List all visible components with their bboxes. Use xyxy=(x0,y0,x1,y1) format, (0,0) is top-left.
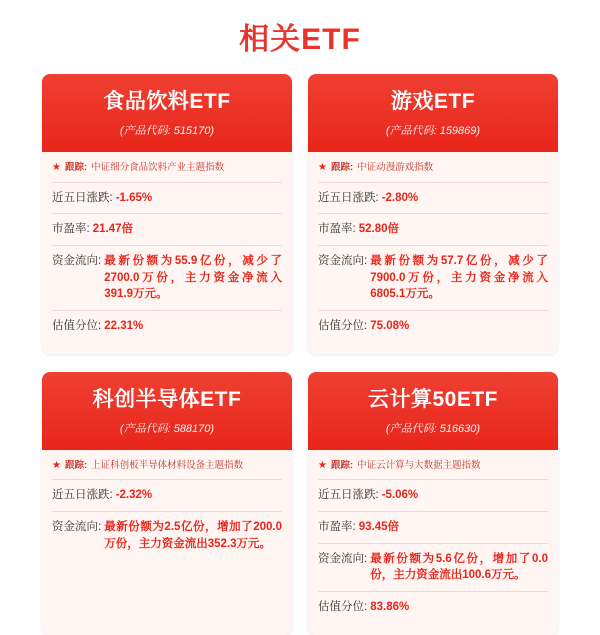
etf-card-body xyxy=(308,152,558,354)
pe-ratio-label: 市盈率: xyxy=(318,520,356,533)
etf-card-header xyxy=(308,372,558,450)
etf-track-row xyxy=(52,460,282,481)
pe-ratio-value: 21.47倍 xyxy=(92,223,133,236)
five-day-change-row xyxy=(318,480,548,512)
track-label: 跟踪: xyxy=(64,162,88,174)
star-icon: ★ xyxy=(52,162,61,174)
valuation-percentile-value: 22.31% xyxy=(104,320,144,332)
fund-flow-value: 最新份额为2.5亿份，增加了200.0万份，主力资金流出352.3万元。 xyxy=(104,520,282,550)
etf-name: 云计算50ETF xyxy=(367,387,499,411)
five-day-change-row xyxy=(318,183,548,215)
etf-track-row xyxy=(52,162,282,183)
fund-flow-value: 最新份额为5.6亿份，增加了0.0份，主力资金流出100.6万元。 xyxy=(370,552,548,582)
star-icon: ★ xyxy=(52,459,61,471)
track-value: 上证科创板半导体材料设备主题指数 xyxy=(91,459,244,471)
valuation-percentile-row xyxy=(318,311,548,342)
fund-flow-value: 最新份额为57.7亿份，减少了7900.0万份，主力资金净流入6805.1万元。 xyxy=(370,254,548,301)
pe-ratio-row xyxy=(318,512,548,544)
track-label: 跟踪: xyxy=(330,459,354,471)
five-day-change-label: 近五日涨跌: xyxy=(52,489,113,502)
pe-ratio-label: 市盈率: xyxy=(52,223,90,236)
valuation-percentile-row xyxy=(52,311,282,342)
etf-name: 游戏ETF xyxy=(390,90,476,113)
valuation-percentile-label: 估值分位: xyxy=(318,320,368,332)
valuation-percentile-row xyxy=(318,592,548,623)
etf-card[interactable] xyxy=(308,74,558,354)
fund-flow-row xyxy=(318,544,548,592)
page-title: 相关ETF xyxy=(239,23,361,56)
track-label: 跟踪: xyxy=(64,459,88,471)
star-icon: ★ xyxy=(318,162,327,174)
fund-flow-row xyxy=(318,246,548,311)
etf-card-body xyxy=(42,450,292,635)
etf-card-body xyxy=(42,152,292,354)
fund-flow-label: 资金流向: xyxy=(52,254,102,267)
valuation-percentile-value: 83.86% xyxy=(370,601,410,613)
etf-track-row xyxy=(318,460,548,481)
etf-name: 食品饮料ETF xyxy=(103,90,231,113)
five-day-change-value: -1.65% xyxy=(115,191,153,204)
fund-flow-label: 资金流向: xyxy=(318,254,368,267)
etf-card-header xyxy=(42,372,292,450)
etf-card-grid xyxy=(0,74,600,635)
track-value: 中证云计算与大数据主题指数 xyxy=(357,459,481,471)
fund-flow-row xyxy=(52,512,282,559)
pe-ratio-value: 52.80倍 xyxy=(358,223,399,236)
etf-card[interactable] xyxy=(42,74,292,354)
five-day-change-label: 近五日涨跌: xyxy=(318,191,379,204)
track-value: 中证细分食品饮料产业主题指数 xyxy=(91,162,225,174)
etf-code: (产品代码: 515170) xyxy=(119,125,215,138)
etf-card-header xyxy=(308,74,558,152)
fund-flow-value: 最新份额为55.9亿份，减少了2700.0万份，主力资金净流入391.9万元。 xyxy=(104,254,282,301)
valuation-percentile-value: 75.08% xyxy=(370,320,410,332)
etf-code: (产品代码: 588170) xyxy=(119,422,215,435)
pe-ratio-row xyxy=(52,214,282,246)
five-day-change-row xyxy=(52,480,282,512)
pe-ratio-label: 市盈率: xyxy=(318,223,356,236)
etf-card[interactable] xyxy=(308,372,558,635)
etf-track-row xyxy=(318,162,548,183)
five-day-change-value: -2.32% xyxy=(115,489,153,502)
five-day-change-label: 近五日涨跌: xyxy=(52,191,113,204)
five-day-change-row xyxy=(52,183,282,215)
five-day-change-value: -5.06% xyxy=(381,489,419,502)
five-day-change-value: -2.80% xyxy=(381,191,419,204)
valuation-percentile-label: 估值分位: xyxy=(52,320,102,332)
fund-flow-row xyxy=(52,246,282,311)
pe-ratio-row xyxy=(318,214,548,246)
etf-card-body xyxy=(308,450,558,635)
pe-ratio-value: 93.45倍 xyxy=(358,520,399,533)
five-day-change-label: 近五日涨跌: xyxy=(318,489,379,502)
etf-name: 科创半导体ETF xyxy=(92,387,242,411)
track-label: 跟踪: xyxy=(330,162,354,174)
etf-card-header xyxy=(42,74,292,152)
star-icon: ★ xyxy=(318,459,327,471)
etf-card[interactable] xyxy=(42,372,292,635)
fund-flow-label: 资金流向: xyxy=(52,520,102,533)
valuation-percentile-label: 估值分位: xyxy=(318,601,368,613)
etf-code: (产品代码: 159869) xyxy=(385,125,481,138)
track-value: 中证动漫游戏指数 xyxy=(357,162,434,174)
fund-flow-label: 资金流向: xyxy=(318,552,368,565)
etf-code: (产品代码: 516630) xyxy=(385,422,481,435)
